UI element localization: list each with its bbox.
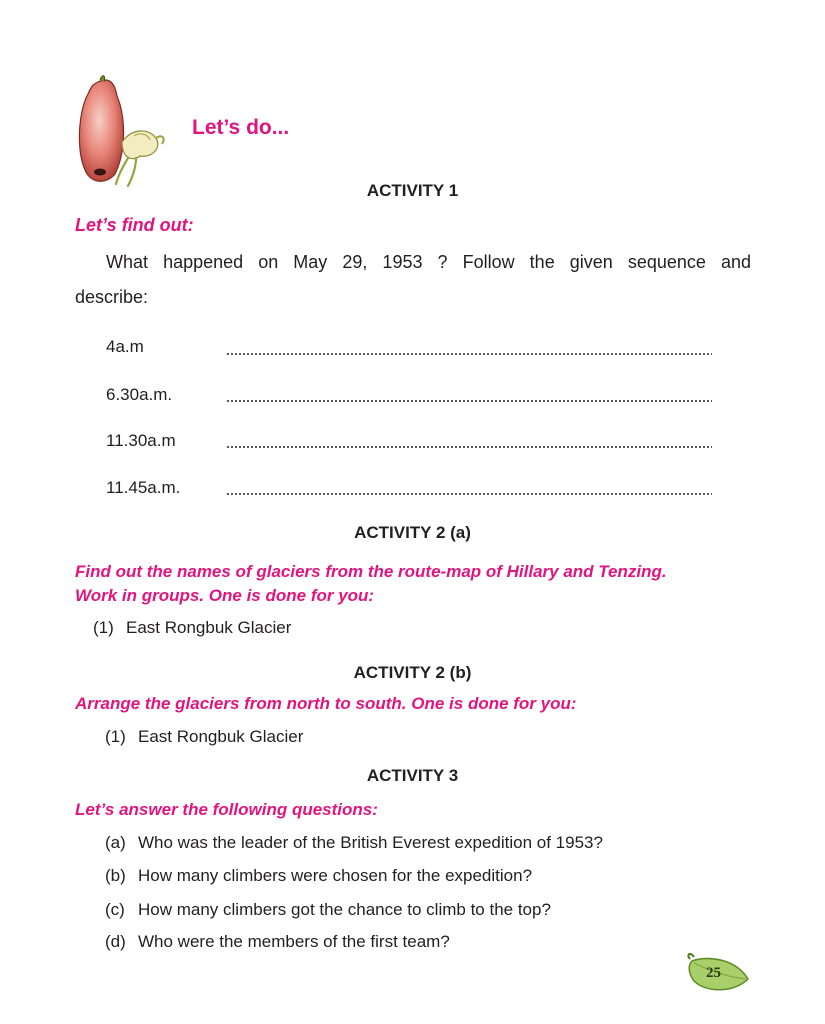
page-title: Let’s do...: [192, 116, 290, 139]
activity-2a-instruction-line2: Work in groups. One is done for you:: [75, 586, 375, 605]
list-item-text: East Rongbuk Glacier: [138, 727, 304, 746]
seed-mascot-icon: [70, 72, 180, 197]
activity-2a-item: [93, 618, 493, 642]
answer-line-2[interactable]: [226, 400, 712, 402]
question-text: Who was the leader of the British Everest expedition of 1953?: [138, 833, 603, 852]
activity-1-question: [75, 252, 751, 308]
question-label: (b): [105, 866, 126, 885]
time-label-2: 6.30a.m.: [106, 385, 173, 404]
activity-2a-instruction: [75, 560, 667, 608]
question-c: [105, 900, 745, 924]
question-text: How many climbers got the chance to climb to the top?: [138, 900, 551, 919]
activity-2a-heading: ACTIVITY 2 (a): [354, 523, 471, 542]
activity-3-heading: ACTIVITY 3: [366, 766, 459, 785]
list-item-text: East Rongbuk Glacier: [126, 618, 292, 637]
question-label: (c): [105, 900, 125, 919]
answer-line-4[interactable]: [226, 493, 712, 495]
activity-1-subheading: Let’s find out:: [75, 215, 194, 235]
question-b: [105, 866, 745, 890]
activity-2b-item: [105, 727, 505, 751]
answer-line-3[interactable]: [226, 446, 712, 448]
question-label: (a): [105, 833, 126, 852]
activity-2a-instruction-line1: Find out the names of glaciers from the route-map of Hillary and Tenzing.: [75, 562, 667, 581]
activity-1-question-line1: What happened on May 29, 1953 ? Follow the given sequence and: [106, 252, 751, 272]
list-item-number: (1): [93, 618, 114, 637]
question-text: Who were the members of the first team?: [138, 932, 450, 951]
activity-2b-heading: ACTIVITY 2 (b): [353, 663, 472, 682]
activity-3-instruction: Let’s answer the following questions:: [75, 800, 378, 819]
time-label-3: 11.30a.m: [106, 431, 176, 450]
time-label-4: 11.45a.m.: [106, 478, 181, 497]
page-number: 25: [706, 965, 721, 981]
activity-2b-instruction: Arrange the glaciers from north to south. One is done for you:: [75, 694, 577, 713]
question-text: How many climbers were chosen for the expedition?: [138, 866, 533, 885]
activity-1-question-line2: describe:: [75, 287, 149, 307]
activity-1-heading: ACTIVITY 1: [366, 181, 459, 200]
answer-line-1[interactable]: [226, 353, 712, 355]
question-a: [105, 833, 745, 857]
time-label-1: 4a.m: [106, 337, 144, 356]
question-d: [105, 932, 745, 956]
question-label: (d): [105, 932, 126, 951]
list-item-number: (1): [105, 727, 126, 746]
